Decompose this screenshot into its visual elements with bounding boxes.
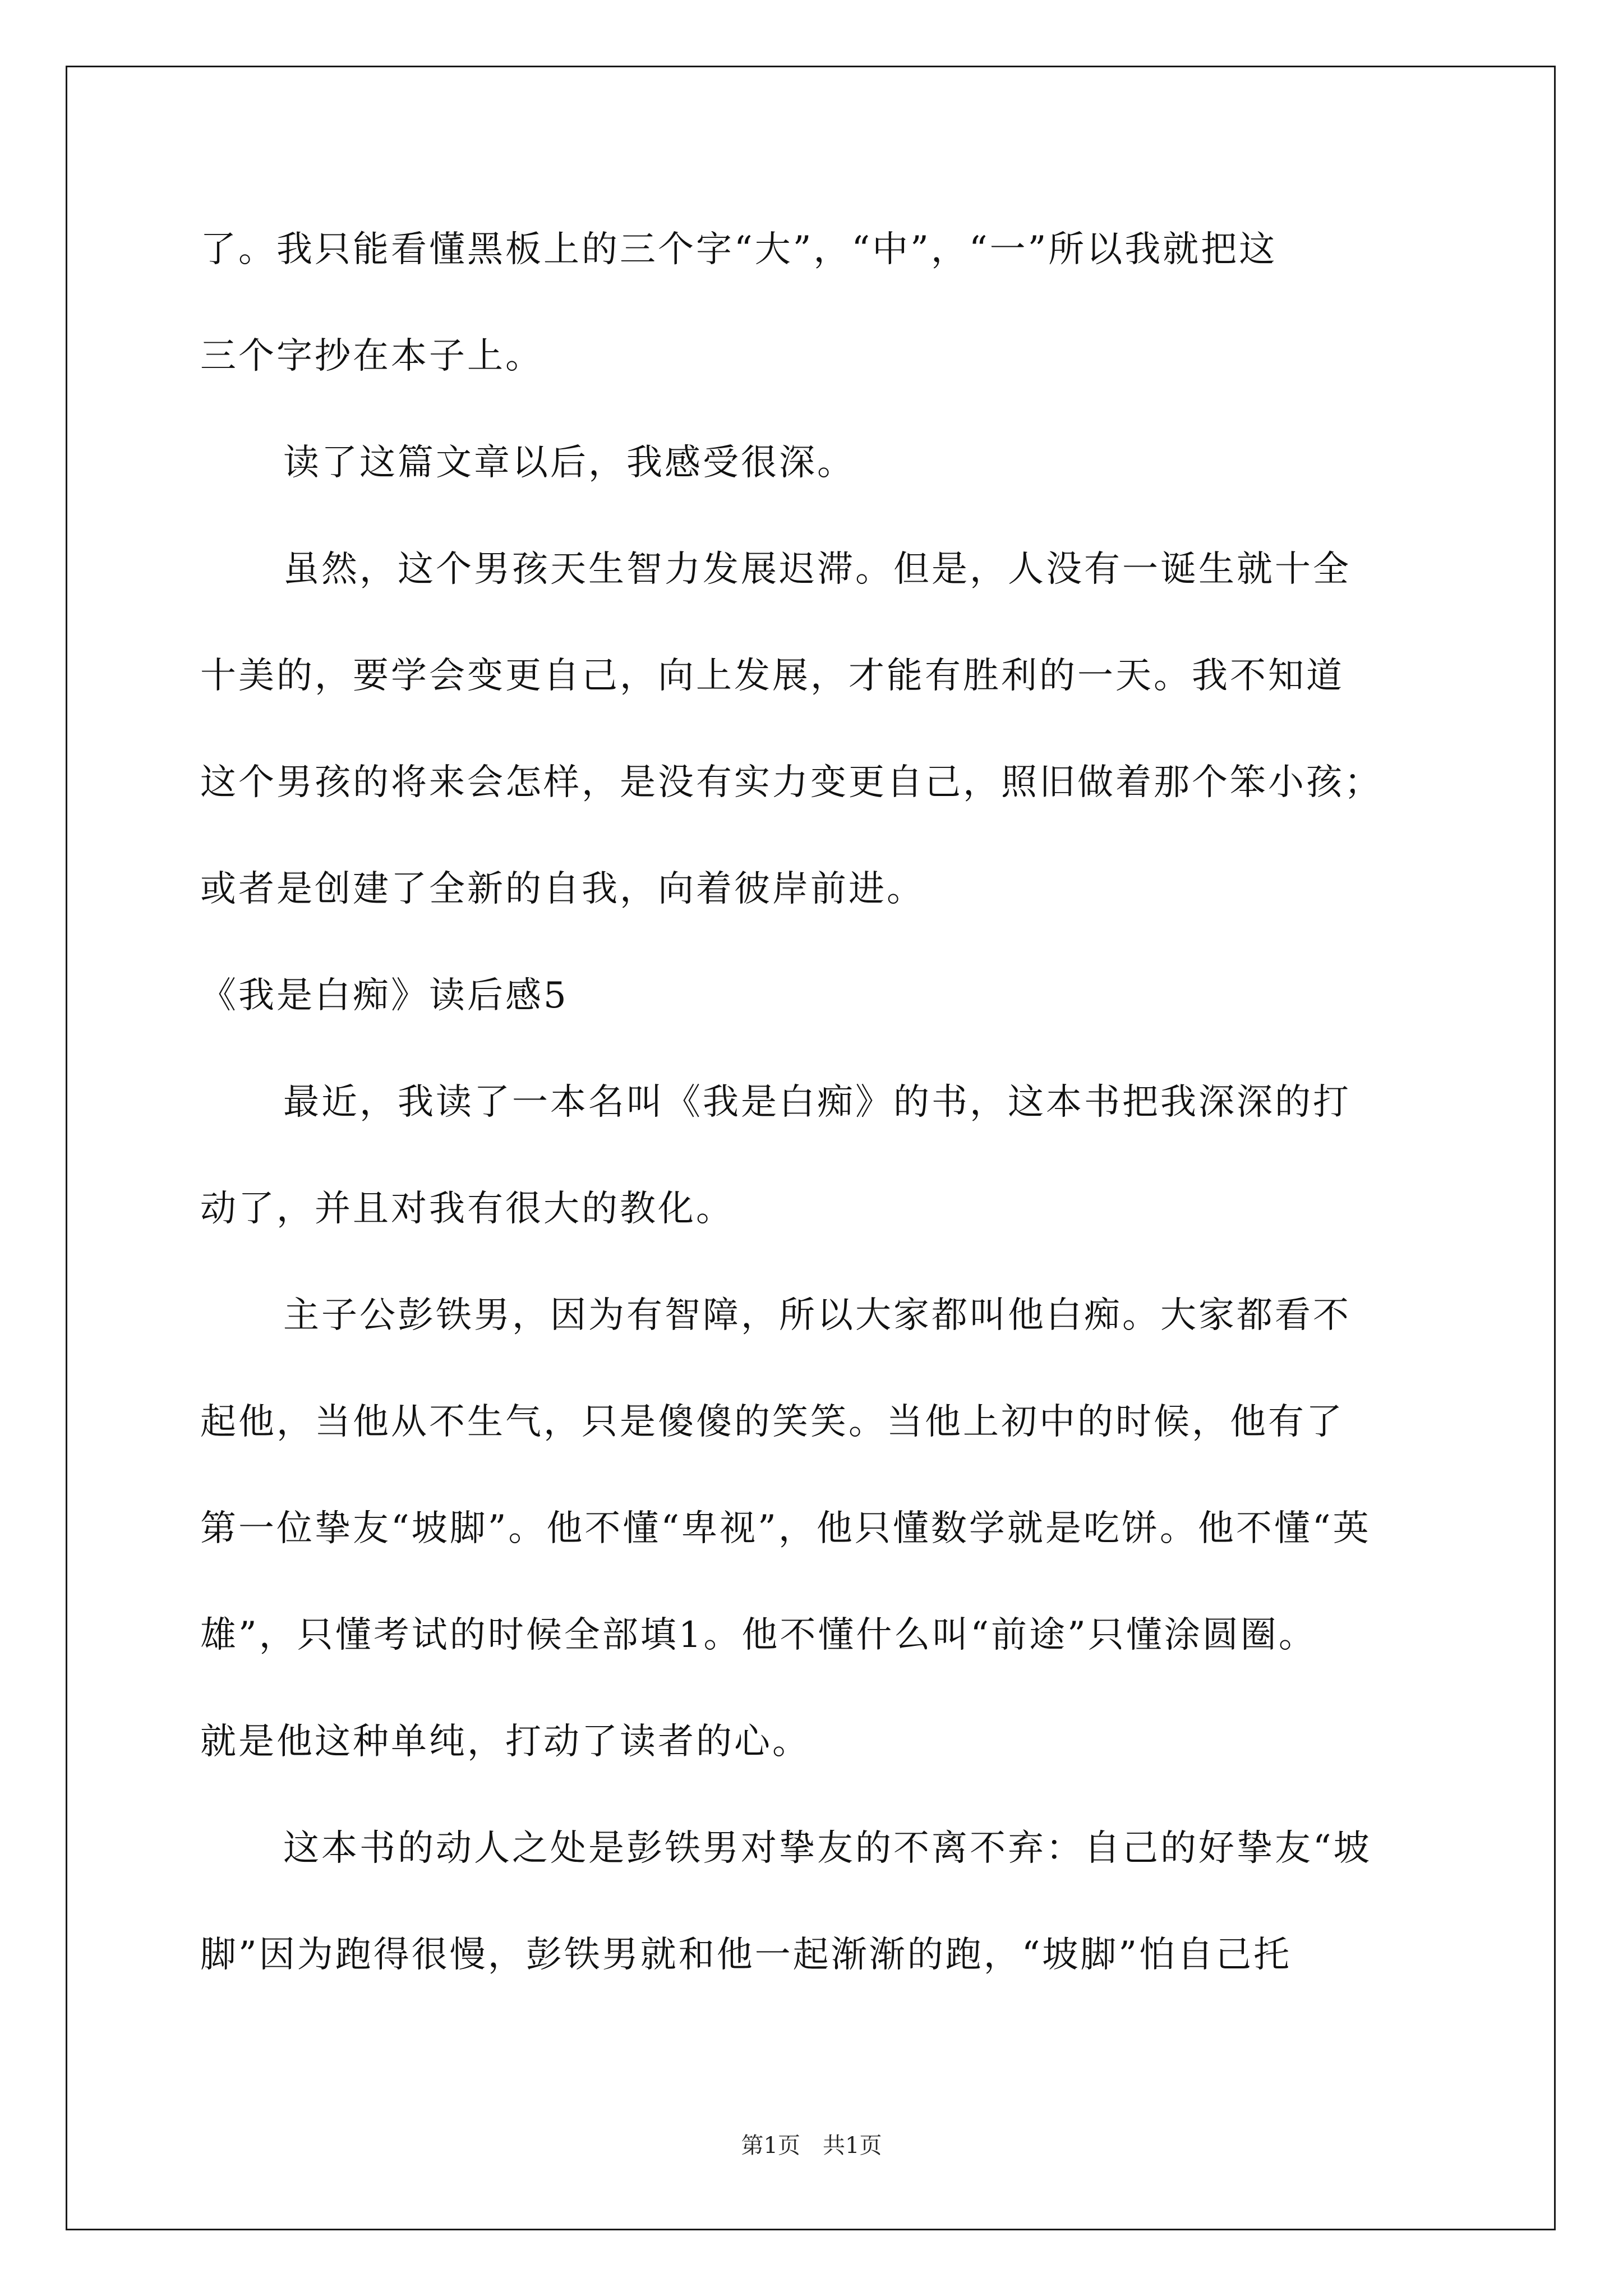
text-line: 脚”因为跑得很慢，彭铁男就和他一起渐渐的跑，“坡脚”怕自己托 [200, 1934, 1292, 1976]
text-line: 动了，并且对我有很大的教化。 [200, 1188, 734, 1230]
page-number: 第1页 共1页 [741, 2133, 882, 2159]
text-line: 就是他这种单纯，打动了读者的心。 [200, 1721, 810, 1763]
text-line: 最近，我读了一本名叫《我是白痴》的书，这本书把我深深的打 [283, 1082, 1351, 1123]
text-line: 起他，当他从不生气，只是傻傻的笑笑。当他上初中的时候，他有了 [200, 1401, 1344, 1443]
text-line: 或者是创建了全新的自我，向着彼岸前进。 [200, 868, 925, 910]
text-line: 雄”，只懂考试的时候全部填1。他不懂什么叫“前途”只懂涂圆圈。 [200, 1614, 1317, 1656]
text-line: 第一位挚友“坡脚”。他不懂“卑视”，他只懂数学就是吃饼。他不懂“英 [200, 1508, 1371, 1549]
text-line: 虽然，这个男孩天生智力发展迟滞。但是，人没有一诞生就十全 [283, 549, 1351, 590]
section-heading: 《我是白痴》读后感5 [200, 975, 569, 1016]
text-line: 了。我只能看懂黑板上的三个字“大”，“中”，“一”所以我就把这 [200, 229, 1278, 270]
text-line: 十美的，要学会变更自己，向上发展，才能有胜利的一天。我不知道 [200, 655, 1344, 697]
text-line: 三个字抄在本子上。 [200, 335, 543, 377]
text-line: 这个男孩的将来会怎样，是没有实力变更自己，照旧做着那个笨小孩； [200, 762, 1382, 803]
page-border [66, 66, 1556, 2230]
text-line: 主子公彭铁男，因为有智障，所以大家都叫他白痴。大家都看不 [283, 1295, 1351, 1336]
text-line: 这本书的动人之处是彭铁男对挚友的不离不弃：自己的好挚友“坡 [283, 1828, 1372, 1869]
text-line: 读了这篇文章以后，我感受很深。 [283, 442, 855, 484]
